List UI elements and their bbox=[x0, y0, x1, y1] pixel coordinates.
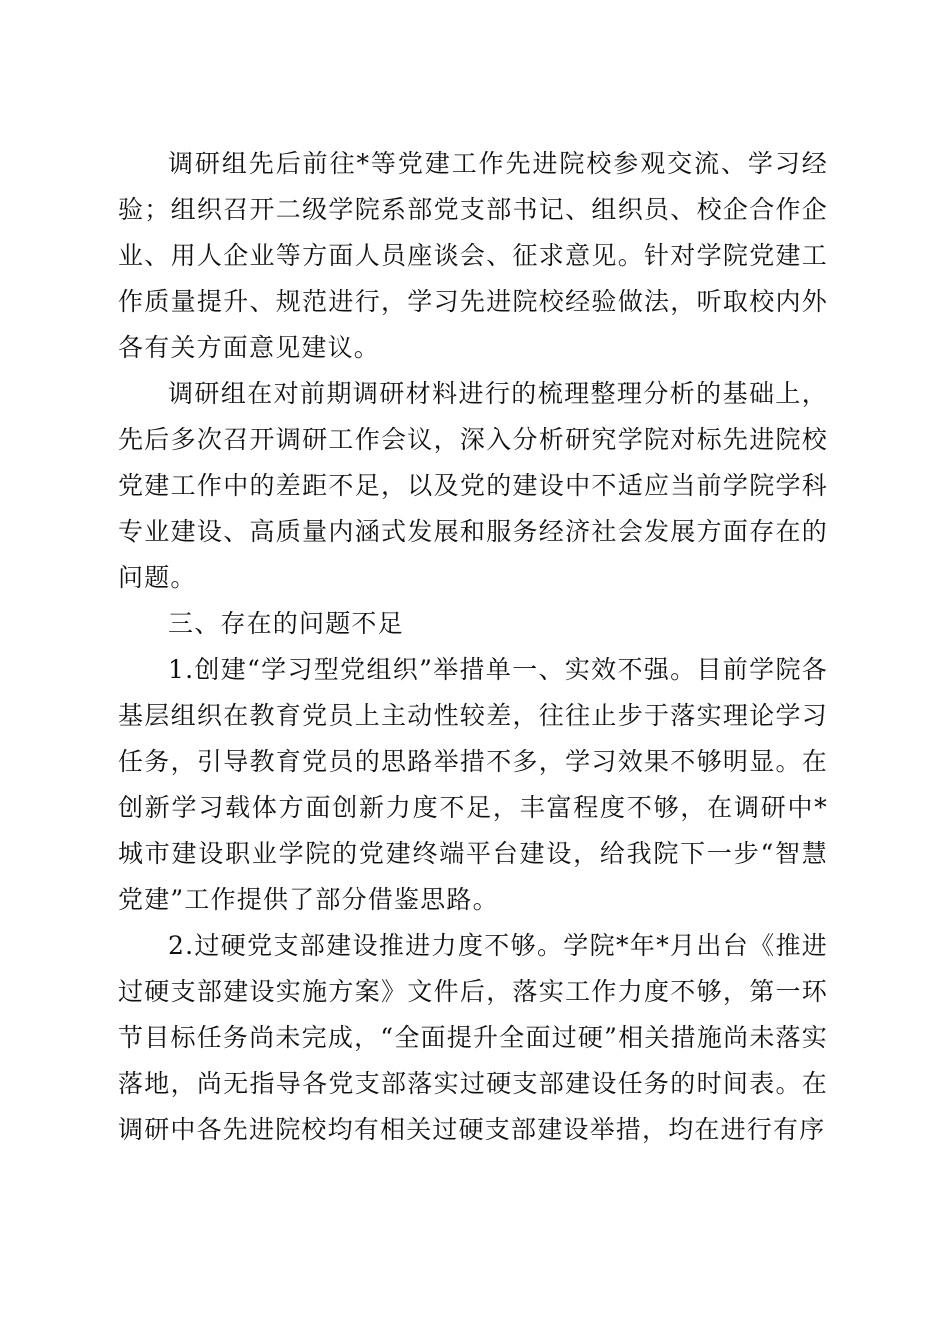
problem-item-2: 2.过硬党支部建设推进力度不够。学院*年*月出台《推进过硬支部建设实施方案》文件后，落实工作力度不够，第一环节目标任务尚未完成，“全面提升全面过硬”相关措施尚未落实落地，尚无指导各党支部落实过硬支部建设任务的时间表。在调研中各先进院校均有相关过硬支部建设举措，均在进行有序 bbox=[118, 931, 828, 1144]
paragraph-research-visits: 调研组先后前往*等党建工作先进院校参观交流、学习经验；组织召开二级学院系部党支部书记、组织员、校企合作企业、用人企业等方面人员座谈会、征求意见。针对学院党建工作质量提升、规范进行，学习先进院校经验做法，听取校内外各有关方面意见建议。 bbox=[118, 149, 828, 362]
document-body bbox=[118, 141, 828, 1153]
problem-item-1: 1.创建“学习型党组织”举措单一、实效不强。目前学院各基层组织在教育党员上主动性较差，往往止步于落实理论学习任务，引导教育党员的思路举措不多，学习效果不够明显。在创新学习载体方面创新力度不足，丰富程度不够，在调研中*城市建设职业学院的党建终端平台建设，给我院下一步“智慧党建”工作提供了部分借鉴思路。 bbox=[118, 655, 828, 914]
section-heading: 三、存在的问题不足 bbox=[168, 609, 404, 638]
paragraph-research-analysis: 调研组在对前期调研材料进行的梳理整理分析的基础上，先后多次召开调研工作会议，深入分析研究学院对标先进院校党建工作中的差距不足，以及党的建设中不适应当前学院学科专业建设、高质量内涵式发展和服务经济社会发展方面存在的问题。 bbox=[118, 379, 828, 592]
